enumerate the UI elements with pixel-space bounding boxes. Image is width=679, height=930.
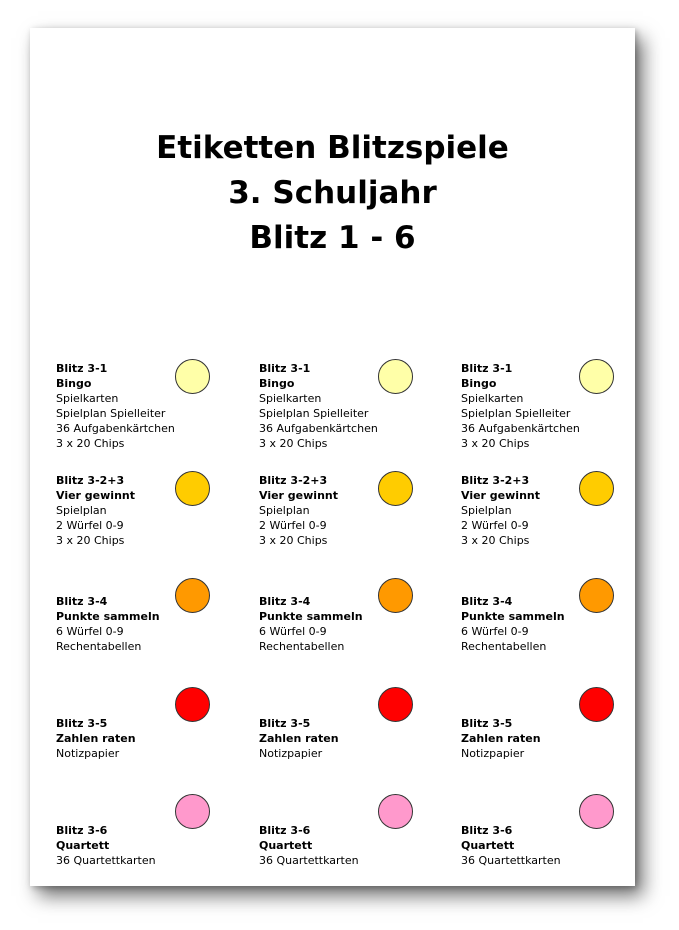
label-item: 36 Aufgabenkärtchen <box>461 422 580 435</box>
label-text-r1-c3 <box>461 361 580 451</box>
label-item: Notizpapier <box>461 747 525 760</box>
label-text-r3-c3 <box>461 594 565 654</box>
label-item: 2 Würfel 0-9 <box>461 519 529 532</box>
label-name: Blitz 3-2+3 <box>259 474 328 487</box>
title-line-3: Blitz 1 - 6 <box>249 220 416 256</box>
color-dot-icon <box>579 794 614 829</box>
label-name: Blitz 3-5 <box>461 717 513 730</box>
color-dot-icon <box>175 359 210 394</box>
label-text-r2-c2 <box>259 473 338 548</box>
label-item: 6 Würfel 0-9 <box>259 625 327 638</box>
label-item: Notizpapier <box>259 747 323 760</box>
color-dot-icon <box>378 471 413 506</box>
color-dot-icon <box>579 359 614 394</box>
label-item: Rechentabellen <box>56 640 142 653</box>
label-item: Rechentabellen <box>461 640 547 653</box>
label-text-r5-c1 <box>56 823 156 868</box>
label-name: Blitz 3-5 <box>56 717 108 730</box>
label-item: Spielkarten <box>461 392 524 405</box>
label-item: 36 Quartettkarten <box>56 854 156 867</box>
label-item: Spielplan Spielleiter <box>461 407 571 420</box>
label-item: 36 Aufgabenkärtchen <box>259 422 378 435</box>
label-item: 3 x 20 Chips <box>259 534 328 547</box>
label-item: Spielkarten <box>259 392 322 405</box>
label-text-r1-c2 <box>259 361 378 451</box>
label-item: 3 x 20 Chips <box>461 437 530 450</box>
label-text-r4-c2 <box>259 716 339 761</box>
label-name: Blitz 3-6 <box>259 824 311 837</box>
label-item: 36 Quartettkarten <box>259 854 359 867</box>
color-dot-icon <box>378 578 413 613</box>
label-game: Quartett <box>56 839 110 852</box>
title-line-1: Etiketten Blitzspiele <box>156 130 509 166</box>
label-name: Blitz 3-6 <box>461 824 513 837</box>
label-name: Blitz 3-1 <box>461 362 513 375</box>
color-dot-icon <box>175 794 210 829</box>
label-name: Blitz 3-4 <box>259 595 311 608</box>
label-item: Rechentabellen <box>259 640 345 653</box>
label-item: 6 Würfel 0-9 <box>56 625 124 638</box>
label-item: Spielplan <box>259 504 310 517</box>
label-name: Blitz 3-6 <box>56 824 108 837</box>
label-item: 36 Quartettkarten <box>461 854 561 867</box>
label-text-r3-c1 <box>56 594 160 654</box>
label-text-r1-c1 <box>56 361 175 451</box>
label-name: Blitz 3-4 <box>56 595 108 608</box>
label-text-r3-c2 <box>259 594 363 654</box>
label-game: Punkte sammeln <box>259 610 363 623</box>
color-dot-icon <box>579 471 614 506</box>
label-item: 6 Würfel 0-9 <box>461 625 529 638</box>
label-game: Quartett <box>461 839 515 852</box>
color-dot-icon <box>378 794 413 829</box>
label-game: Vier gewinnt <box>461 489 540 502</box>
label-game: Vier gewinnt <box>259 489 338 502</box>
color-dot-icon <box>378 359 413 394</box>
label-game: Bingo <box>259 377 295 390</box>
label-item: Spielkarten <box>56 392 119 405</box>
color-dot-icon <box>175 471 210 506</box>
label-game: Zahlen raten <box>56 732 136 745</box>
color-dot-icon <box>579 578 614 613</box>
label-item: 3 x 20 Chips <box>56 534 125 547</box>
label-game: Zahlen raten <box>259 732 339 745</box>
label-text-r4-c1 <box>56 716 136 761</box>
label-item: Notizpapier <box>56 747 120 760</box>
label-name: Blitz 3-4 <box>461 595 513 608</box>
label-name: Blitz 3-5 <box>259 717 311 730</box>
label-item: Spielplan <box>56 504 107 517</box>
label-game: Punkte sammeln <box>461 610 565 623</box>
label-game: Bingo <box>56 377 92 390</box>
label-item: 36 Aufgabenkärtchen <box>56 422 175 435</box>
label-item: Spielplan Spielleiter <box>56 407 166 420</box>
label-game: Punkte sammeln <box>56 610 160 623</box>
label-text-r5-c2 <box>259 823 359 868</box>
label-game: Vier gewinnt <box>56 489 135 502</box>
document-page <box>30 28 635 886</box>
label-item: 3 x 20 Chips <box>56 437 125 450</box>
color-dot-icon <box>579 687 614 722</box>
label-item: 3 x 20 Chips <box>259 437 328 450</box>
color-dot-icon <box>378 687 413 722</box>
label-item: 2 Würfel 0-9 <box>259 519 327 532</box>
title-line-2: 3. Schuljahr <box>228 175 437 211</box>
label-text-r5-c3 <box>461 823 561 868</box>
label-game: Zahlen raten <box>461 732 541 745</box>
label-item: Spielplan Spielleiter <box>259 407 369 420</box>
page-title <box>30 126 635 261</box>
label-game: Bingo <box>461 377 497 390</box>
color-dot-icon <box>175 578 210 613</box>
color-dot-icon <box>175 687 210 722</box>
label-text-r2-c1 <box>56 473 135 548</box>
label-text-r2-c3 <box>461 473 540 548</box>
label-item: Spielplan <box>461 504 512 517</box>
label-name: Blitz 3-2+3 <box>461 474 530 487</box>
label-name: Blitz 3-1 <box>259 362 311 375</box>
label-game: Quartett <box>259 839 313 852</box>
label-name: Blitz 3-1 <box>56 362 108 375</box>
label-name: Blitz 3-2+3 <box>56 474 125 487</box>
label-item: 3 x 20 Chips <box>461 534 530 547</box>
label-text-r4-c3 <box>461 716 541 761</box>
label-item: 2 Würfel 0-9 <box>56 519 124 532</box>
